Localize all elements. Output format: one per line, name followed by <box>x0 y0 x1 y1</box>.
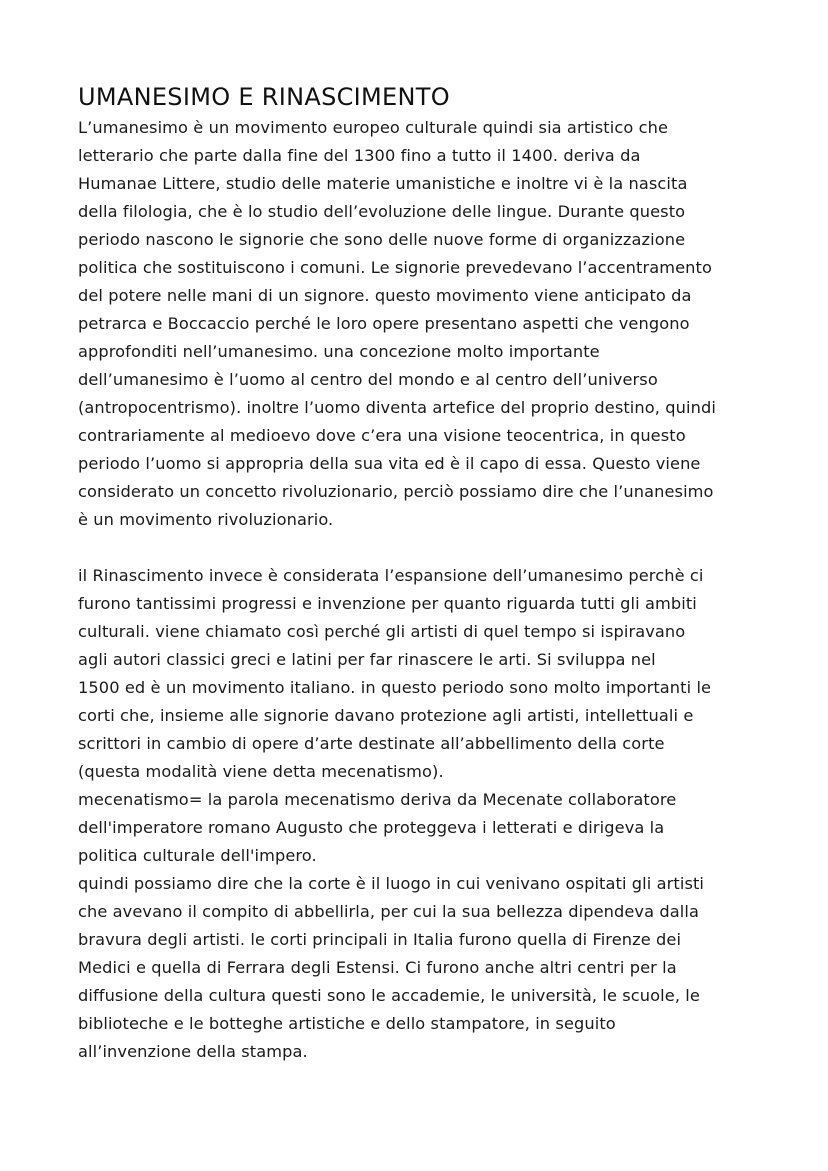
text-line: periodo l’uomo si appropria della sua vita ed è il capo di essa. Questo viene <box>78 454 701 473</box>
text-line: Humanae Littere, studio delle materie umanistiche e inoltre vi è la nascita <box>78 174 688 193</box>
text-line: il Rinascimento invece è considerata l’espansione dell’umanesimo perchè ci <box>78 566 704 585</box>
text-line: letterario che parte dalla fine del 1300 fino a tutto il 1400. deriva da <box>78 146 641 165</box>
document-page <box>78 82 758 1066</box>
text-line: petrarca e Boccaccio perché le loro opere presentano aspetti che vengono <box>78 314 690 333</box>
text-line: bravura degli artisti. le corti principali in Italia furono quella di Firenze dei <box>78 930 682 949</box>
text-line: Medici e quella di Ferrara degli Estensi. Ci furono anche altri centri per la <box>78 958 677 977</box>
text-line: scrittori in cambio di opere d’arte destinate all’abbellimento della corte <box>78 734 665 753</box>
text-line: L’umanesimo è un movimento europeo culturale quindi sia artistico che <box>78 118 668 137</box>
text-line: biblioteche e le botteghe artistiche e dello stampatore, in seguito <box>78 1014 616 1033</box>
text-line: (questa modalità viene detta mecenatismo). <box>78 762 444 781</box>
text-line: furono tantissimi progressi e invenzione per quanto riguarda tutti gli ambiti <box>78 594 697 613</box>
text-line: che avevano il compito di abbellirla, per cui la sua bellezza dipendeva dalla <box>78 902 699 921</box>
text-line: considerato un concetto rivoluzionario, perciò possiamo dire che l’unanesimo <box>78 482 714 501</box>
text-line: corti che, insieme alle signorie davano protezione agli artisti, intellettuali e <box>78 706 694 725</box>
text-line: della filologia, che è lo studio dell’evoluzione delle lingue. Durante questo <box>78 202 686 221</box>
text-line: mecenatismo= la parola mecenatismo deriva da Mecenate collaboratore <box>78 790 677 809</box>
text-line: 1500 ed è un movimento italiano. in questo periodo sono molto importanti le <box>78 678 712 697</box>
text-line: agli autori classici greci e latini per far rinascere le arti. Si sviluppa nel <box>78 650 656 669</box>
document-title: UMANESIMO E RINASCIMENTO <box>78 83 450 111</box>
text-line: diffusione della cultura questi sono le accademie, le università, le scuole, le <box>78 986 700 1005</box>
text-line: all’invenzione della stampa. <box>78 1042 308 1061</box>
paragraph-umanesimo <box>78 114 758 534</box>
text-line: quindi possiamo dire che la corte è il luogo in cui venivano ospitati gli artisti <box>78 874 705 893</box>
text-line: dell’umanesimo è l’uomo al centro del mondo e al centro dell’universo <box>78 370 658 389</box>
text-line: politica che sostituiscono i comuni. Le signorie prevedevano l’accentramento <box>78 258 712 277</box>
text-line: contrariamente al medioevo dove c’era una visione teocentrica, in questo <box>78 426 686 445</box>
paragraph-spacer <box>78 534 758 562</box>
text-line: periodo nascono le signorie che sono delle nuove forme di organizzazione <box>78 230 686 249</box>
text-line: politica culturale dell'impero. <box>78 846 317 865</box>
text-line: del potere nelle mani di un signore. questo movimento viene anticipato da <box>78 286 692 305</box>
paragraph-rinascimento <box>78 562 758 1066</box>
text-line: culturali. viene chiamato così perché gli artisti di quel tempo si ispiravano <box>78 622 686 641</box>
text-line: dell'imperatore romano Augusto che proteggeva i letterati e dirigeva la <box>78 818 665 837</box>
text-line: (antropocentrismo). inoltre l’uomo diventa artefice del proprio destino, quindi <box>78 398 716 417</box>
text-line: approfonditi nell’umanesimo. una concezione molto importante <box>78 342 600 361</box>
text-line: è un movimento rivoluzionario. <box>78 510 334 529</box>
